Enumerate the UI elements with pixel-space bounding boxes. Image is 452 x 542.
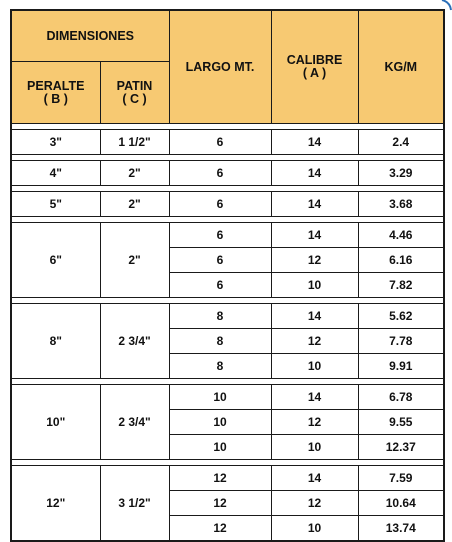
peralte-cell: 12": [11, 466, 100, 542]
largo-cell: 8: [169, 304, 271, 329]
largo-cell: 6: [169, 130, 271, 155]
peralte-cell: 5": [11, 192, 100, 217]
largo-cell: 8: [169, 354, 271, 379]
calibre-cell: 12: [271, 248, 358, 273]
kgm-cell: 3.68: [358, 192, 444, 217]
patin-cell: 2": [100, 161, 169, 186]
peralte-cell: 8": [11, 304, 100, 379]
kgm-cell: 12.37: [358, 435, 444, 460]
largo-cell: 6: [169, 192, 271, 217]
header-peralte-sub: ( B ): [43, 91, 68, 106]
specs-table: [10, 9, 445, 542]
largo-cell: 10: [169, 410, 271, 435]
kgm-cell: 13.74: [358, 516, 444, 542]
table-row: [11, 130, 444, 155]
header-peralte-label: PERALTE: [27, 78, 85, 93]
calibre-cell: 14: [271, 161, 358, 186]
calibre-cell: 12: [271, 491, 358, 516]
largo-cell: 10: [169, 385, 271, 410]
calibre-cell: 10: [271, 354, 358, 379]
largo-cell: 12: [169, 516, 271, 542]
table-row: [11, 161, 444, 186]
table-row: [11, 466, 444, 491]
calibre-cell: 14: [271, 130, 358, 155]
header-patin: [100, 62, 169, 124]
header-calibre-sub: ( A ): [302, 66, 327, 80]
calibre-cell: 14: [271, 385, 358, 410]
kgm-cell: 7.59: [358, 466, 444, 491]
kgm-cell: 7.82: [358, 273, 444, 298]
largo-cell: 6: [169, 223, 271, 248]
kgm-cell: 6.16: [358, 248, 444, 273]
peralte-cell: 10": [11, 385, 100, 460]
largo-cell: 8: [169, 329, 271, 354]
peralte-cell: 3": [11, 130, 100, 155]
header-kgm: KG/M: [358, 10, 444, 124]
largo-cell: 10: [169, 435, 271, 460]
largo-cell: 6: [169, 248, 271, 273]
kgm-cell: 2.4: [358, 130, 444, 155]
calibre-cell: 10: [271, 273, 358, 298]
header-patin-label: PATIN: [116, 78, 153, 93]
calibre-cell: 14: [271, 304, 358, 329]
header-calibre-label: CALIBRE: [286, 53, 343, 67]
calibre-cell: 10: [271, 516, 358, 542]
kgm-cell: 7.78: [358, 329, 444, 354]
peralte-cell: 4": [11, 161, 100, 186]
header-calibre: [271, 10, 358, 124]
patin-cell: 2": [100, 192, 169, 217]
table-row: [11, 223, 444, 248]
kgm-cell: 5.62: [358, 304, 444, 329]
table-row: [11, 192, 444, 217]
kgm-cell: 9.55: [358, 410, 444, 435]
kgm-cell: 10.64: [358, 491, 444, 516]
table-row: [11, 304, 444, 329]
kgm-cell: 6.78: [358, 385, 444, 410]
header-largo: LARGO MT.: [169, 10, 271, 124]
calibre-cell: 10: [271, 435, 358, 460]
calibre-cell: 12: [271, 410, 358, 435]
header-dimensiones: DIMENSIONES: [11, 10, 169, 62]
calibre-cell: 14: [271, 223, 358, 248]
largo-cell: 12: [169, 491, 271, 516]
header-patin-sub: ( C ): [122, 91, 147, 106]
calibre-cell: 14: [271, 192, 358, 217]
patin-cell: 3 1/2": [100, 466, 169, 542]
table-row: [11, 385, 444, 410]
patin-cell: 2": [100, 223, 169, 298]
largo-cell: 12: [169, 466, 271, 491]
kgm-cell: 3.29: [358, 161, 444, 186]
largo-cell: 6: [169, 273, 271, 298]
header-peralte: [11, 62, 100, 124]
kgm-cell: 4.46: [358, 223, 444, 248]
peralte-cell: 6": [11, 223, 100, 298]
calibre-cell: 14: [271, 466, 358, 491]
kgm-cell: 9.91: [358, 354, 444, 379]
largo-cell: 6: [169, 161, 271, 186]
calibre-cell: 12: [271, 329, 358, 354]
patin-cell: 2 3/4": [100, 385, 169, 460]
patin-cell: 2 3/4": [100, 304, 169, 379]
patin-cell: 1 1/2": [100, 130, 169, 155]
